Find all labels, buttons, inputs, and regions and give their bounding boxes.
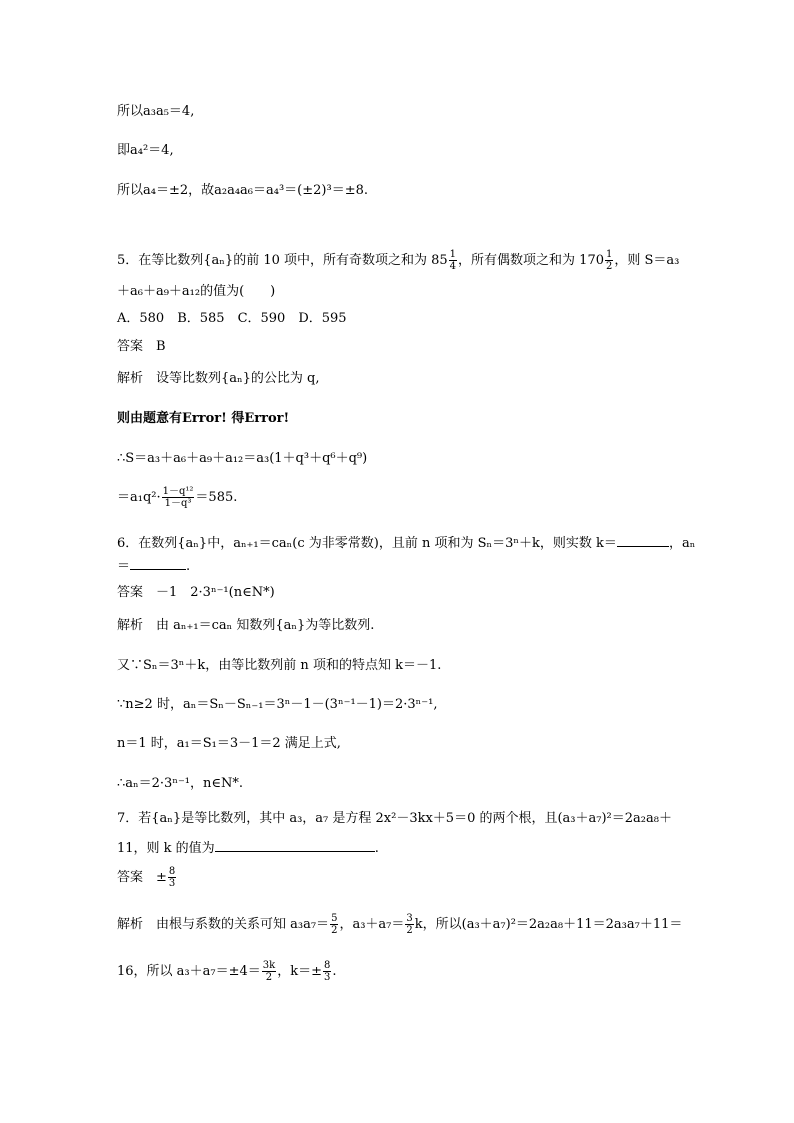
- text: 7．若{aₙ}是等比数列，其中 a₃，a₇ 是方程 2x²－3kx＋5＝0 的两个根，且(a₃＋a₇)²＝2a₂a₈＋: [117, 811, 672, 826]
- question-6-explanation: [117, 697, 438, 713]
- question-6-answer: [117, 585, 275, 601]
- question-5-stem-cont: [117, 284, 275, 300]
- answer-blank: [215, 838, 375, 852]
- question-6-stem-cont: [117, 556, 190, 575]
- text: 所以a₃a₅＝4,: [117, 104, 195, 119]
- text: 则由题意有Error! 得Error!: [117, 411, 290, 426]
- denominator: 3: [168, 878, 176, 889]
- denominator: 1－q³: [164, 498, 192, 509]
- text: 5．在等比数列{aₙ}的前 10 项中，所有奇数项之和为 85: [117, 253, 448, 268]
- numerator: 1: [449, 249, 457, 260]
- text: ＝a₁q²·: [117, 490, 161, 505]
- text: ，所有偶数项之和为 170: [458, 253, 604, 268]
- question-6-explanation: [117, 658, 441, 674]
- text: ∵n≥2 时，aₙ＝Sₙ－Sₙ₋₁＝3ⁿ－1－(3ⁿ⁻¹－1)＝2·3ⁿ⁻¹,: [117, 697, 438, 712]
- solution-line: [117, 183, 368, 199]
- text: .: [186, 559, 191, 574]
- text: 6．在数列{aₙ}中，aₙ₊₁＝caₙ(c 为非零常数)，且前 n 项和为 Sₙ＝3ⁿ＋k，则实数 k＝: [117, 536, 617, 551]
- text: ∴S＝a₃＋a₆＋a₉＋a₁₂＝a₃(1＋q³＋q⁶＋q⁹): [117, 451, 368, 466]
- numerator: 1－q¹²: [162, 486, 194, 497]
- denominator: 2: [331, 925, 338, 936]
- fraction: [449, 249, 457, 272]
- text: 答案 －1 2·3ⁿ⁻¹(n∈N*): [117, 585, 275, 600]
- question-6-stem: [117, 533, 695, 552]
- denominator: 4: [449, 261, 457, 272]
- solution-line: [117, 143, 174, 159]
- text: ＋a₆＋a₉＋a₁₂的值为( ): [117, 284, 276, 299]
- numerator: 8: [168, 866, 176, 877]
- text: .: [374, 841, 379, 856]
- text: ，a₃＋a₇＝: [339, 917, 405, 932]
- text: 即a₄²＝4,: [117, 143, 174, 158]
- text: A．580 B．585 C．590 D．595: [117, 311, 347, 326]
- text: 16，所以 a₃＋a₇＝±4＝: [117, 964, 261, 979]
- question-5-explanation: [117, 486, 237, 509]
- denominator: 2: [406, 925, 413, 936]
- denominator: 2: [606, 261, 613, 272]
- numerator: 3: [406, 913, 413, 924]
- text: ，aₙ: [668, 536, 696, 551]
- text: 解析 由 aₙ₊₁＝caₙ 知数列{aₙ}为等比数列.: [117, 618, 375, 633]
- question-7-explanation: [117, 913, 682, 936]
- question-5-explanation: [117, 411, 289, 427]
- fraction: [262, 960, 276, 983]
- text: ＝: [117, 559, 131, 574]
- fraction: [405, 913, 413, 936]
- solution-line: [117, 104, 194, 120]
- question-5-stem: [117, 249, 679, 272]
- fraction: [162, 486, 195, 509]
- question-5-explanation: [117, 451, 367, 467]
- answer-blank: [617, 533, 669, 547]
- numerator: 3k: [262, 960, 276, 971]
- question-6-explanation: [117, 776, 243, 792]
- question-7-stem-cont: [117, 838, 379, 857]
- question-5-answer: [117, 339, 166, 355]
- question-7-explanation: [117, 960, 336, 983]
- numerator: 1: [606, 249, 613, 260]
- text: 解析 设等比数列{aₙ}的公比为 q,: [117, 371, 320, 386]
- text: 解析 由根与系数的关系可知 a₃a₇＝: [117, 917, 330, 932]
- text: ，k＝±: [277, 964, 322, 979]
- fraction: [323, 960, 331, 983]
- question-6-explanation: [117, 618, 374, 634]
- text: 答案 B: [117, 339, 166, 354]
- fraction: [330, 913, 338, 936]
- text: 答案 ±: [117, 870, 167, 885]
- text: 11，则 k 的值为: [117, 841, 215, 856]
- text: ∴aₙ＝2·3ⁿ⁻¹，n∈N*.: [117, 776, 244, 791]
- text: .: [332, 964, 337, 979]
- text: 又∵Sₙ＝3ⁿ＋k，由等比数列前 n 项和的特点知 k＝－1.: [117, 658, 442, 673]
- question-5-explanation: [117, 371, 320, 387]
- question-7-answer: [117, 866, 177, 889]
- text: ＝585.: [195, 490, 238, 505]
- fraction: [605, 249, 613, 272]
- numerator: 8: [323, 960, 331, 971]
- answer-blank: [130, 556, 186, 570]
- question-6-explanation: [117, 736, 341, 752]
- denominator: 2: [265, 972, 273, 983]
- numerator: 5: [331, 913, 338, 924]
- fraction: [168, 866, 176, 889]
- text: 所以a₄＝±2，故a₂a₄a₆＝a₄³＝(±2)³＝±8.: [117, 183, 368, 198]
- text: ，则 S＝a₃: [614, 253, 680, 268]
- denominator: 3: [323, 972, 331, 983]
- question-7-stem: [117, 811, 672, 827]
- text: n＝1 时，a₁＝S₁＝3－1＝2 满足上式,: [117, 736, 341, 751]
- text: k，所以(a₃＋a₇)²＝2a₂a₈＋11＝2a₃a₇＋11＝: [414, 917, 683, 932]
- question-5-options: [117, 311, 347, 327]
